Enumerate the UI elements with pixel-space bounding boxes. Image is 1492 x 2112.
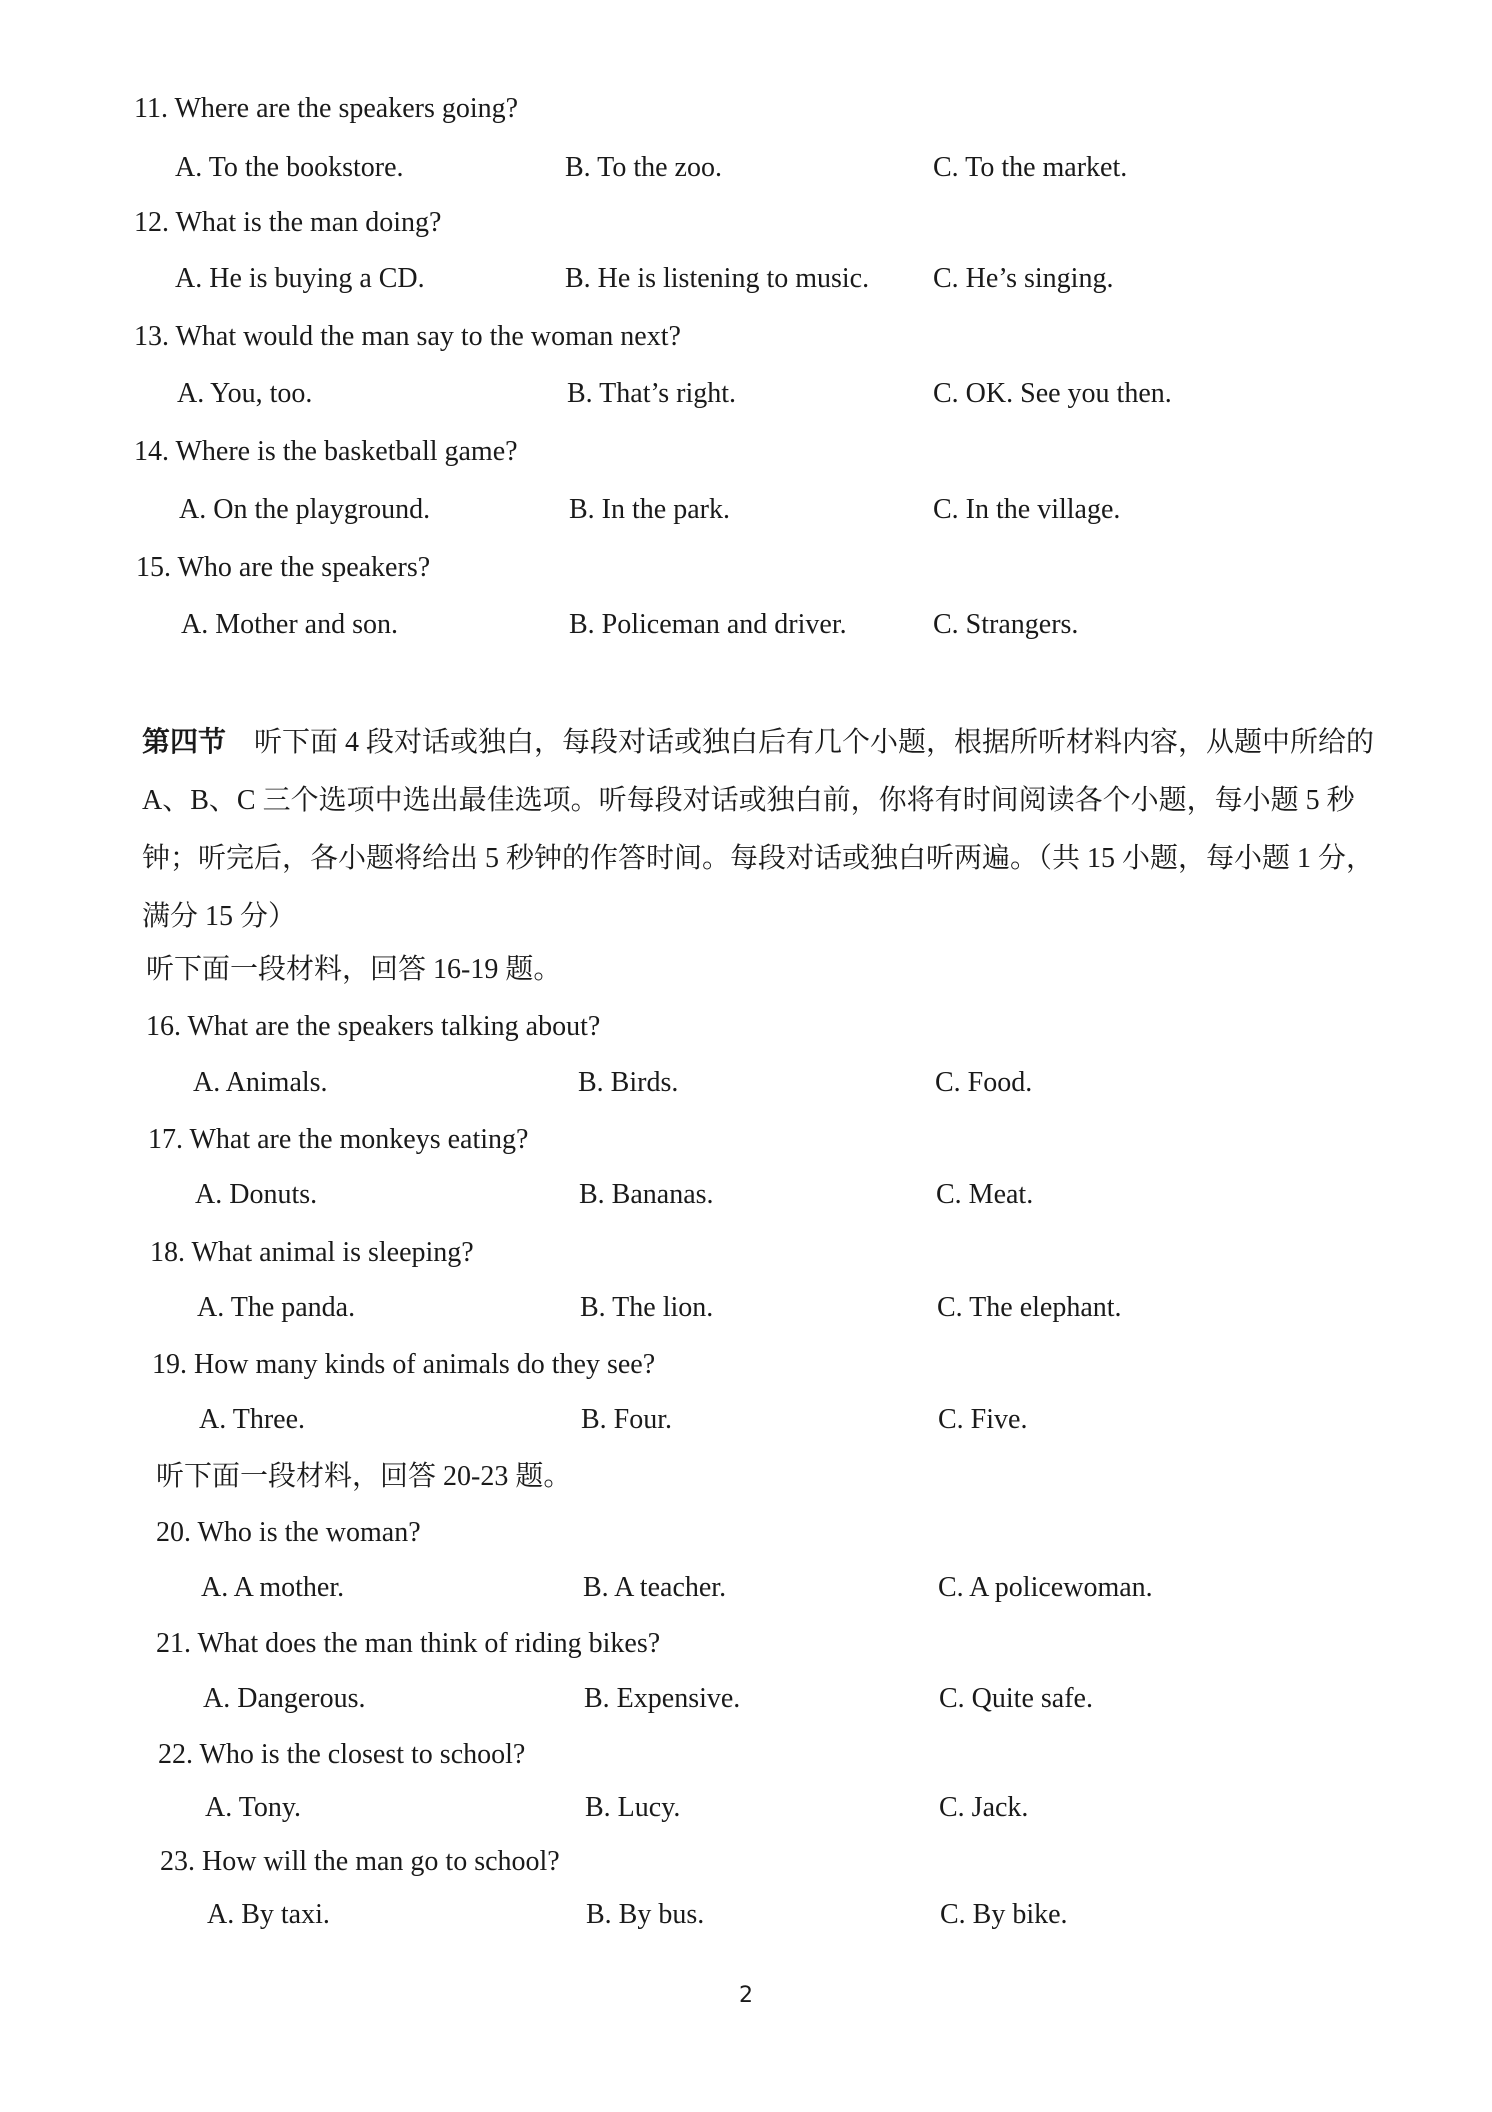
- question-23: 23. How will the man go to school?: [160, 1846, 560, 1877]
- q19-option-a: A. Three.: [199, 1404, 305, 1435]
- section-4-instructions: [142, 714, 1400, 946]
- q12-option-c: C. He’s singing.: [933, 263, 1114, 294]
- q15-option-a: A. Mother and son.: [181, 609, 398, 640]
- q11-option-b: B. To the zoo.: [565, 152, 722, 183]
- q12-option-b: B. He is listening to music.: [565, 263, 870, 294]
- q17-option-b: B. Bananas.: [579, 1179, 714, 1210]
- q19-option-c: C. Five.: [938, 1404, 1028, 1435]
- q16-option-c: C. Food.: [935, 1067, 1033, 1098]
- q23-option-c: C. By bike.: [940, 1899, 1068, 1930]
- material-1-prompt: 听下面一段材料，回答 16-19 题。: [146, 954, 562, 985]
- q12-option-a: A. He is buying a CD.: [175, 263, 425, 294]
- q23-option-a: A. By taxi.: [207, 1899, 330, 1930]
- question-18: 18. What animal is sleeping?: [150, 1237, 474, 1268]
- q11-option-a: A. To the bookstore.: [175, 152, 404, 183]
- question-11: 11. Where are the speakers going?: [134, 93, 519, 124]
- q23-option-b: B. By bus.: [586, 1899, 705, 1930]
- q22-option-b: B. Lucy.: [585, 1792, 681, 1823]
- q18-option-a: A. The panda.: [197, 1292, 356, 1323]
- q13-option-c: C. OK. See you then.: [933, 378, 1172, 409]
- q18-option-b: B. The lion.: [580, 1292, 714, 1323]
- question-13: 13. What would the man say to the woman next?: [134, 321, 681, 352]
- question-20: 20. Who is the woman?: [156, 1517, 421, 1548]
- q21-option-c: C. Quite safe.: [939, 1683, 1093, 1714]
- q22-option-a: A. Tony.: [205, 1792, 302, 1823]
- q21-option-a: A. Dangerous.: [203, 1683, 366, 1714]
- q16-option-b: B. Birds.: [578, 1067, 679, 1098]
- question-15: 15. Who are the speakers?: [136, 552, 431, 583]
- q14-option-a: A. On the playground.: [179, 494, 431, 525]
- question-19: 19. How many kinds of animals do they see?: [152, 1349, 656, 1380]
- question-14: 14. Where is the basketball game?: [134, 436, 518, 467]
- q20-option-b: B. A teacher.: [583, 1572, 727, 1603]
- q20-option-c: C. A policewoman.: [938, 1572, 1153, 1603]
- q13-option-b: B. That’s right.: [567, 378, 737, 409]
- section-4-body: 听下面 4 段对话或独白，每段对话或独白后有几个小题，根据所听材料内容，从题中所给的 A、B、C 三个选项中选出最佳选项。听每段对话或独白前，你将有时间阅读各个小题，每小题 5 秒钟；听完后，各小题将给出 5 秒钟的作答时间。每段对话或独白听两遍。（共 15 小题，每小题 1 分，满分 15 分）: [142, 727, 1375, 932]
- question-16: 16. What are the speakers talking about?: [146, 1011, 601, 1042]
- q20-option-a: A. A mother.: [201, 1572, 345, 1603]
- question-21: 21. What does the man think of riding bikes?: [156, 1628, 661, 1659]
- q17-option-c: C. Meat.: [936, 1179, 1034, 1210]
- question-22: 22. Who is the closest to school?: [158, 1739, 526, 1770]
- question-12: 12. What is the man doing?: [134, 207, 442, 238]
- q22-option-c: C. Jack.: [939, 1792, 1029, 1823]
- q19-option-b: B. Four.: [581, 1404, 673, 1435]
- question-17: 17. What are the monkeys eating?: [148, 1124, 529, 1155]
- q14-option-b: B. In the park.: [569, 494, 730, 525]
- q18-option-c: C. The elephant.: [937, 1292, 1122, 1323]
- q16-option-a: A. Animals.: [193, 1067, 328, 1098]
- q13-option-a: A. You, too.: [177, 378, 313, 409]
- q15-option-b: B. Policeman and driver.: [569, 609, 847, 640]
- q15-option-c: C. Strangers.: [933, 609, 1079, 640]
- q11-option-c: C. To the market.: [933, 152, 1128, 183]
- material-2-prompt: 听下面一段材料，回答 20-23 题。: [156, 1461, 572, 1492]
- q17-option-a: A. Donuts.: [195, 1179, 318, 1210]
- page-number: 2: [739, 1983, 753, 2008]
- q21-option-b: B. Expensive.: [584, 1683, 741, 1714]
- section-4-heading: 第四节: [142, 727, 227, 758]
- q14-option-c: C. In the village.: [933, 494, 1121, 525]
